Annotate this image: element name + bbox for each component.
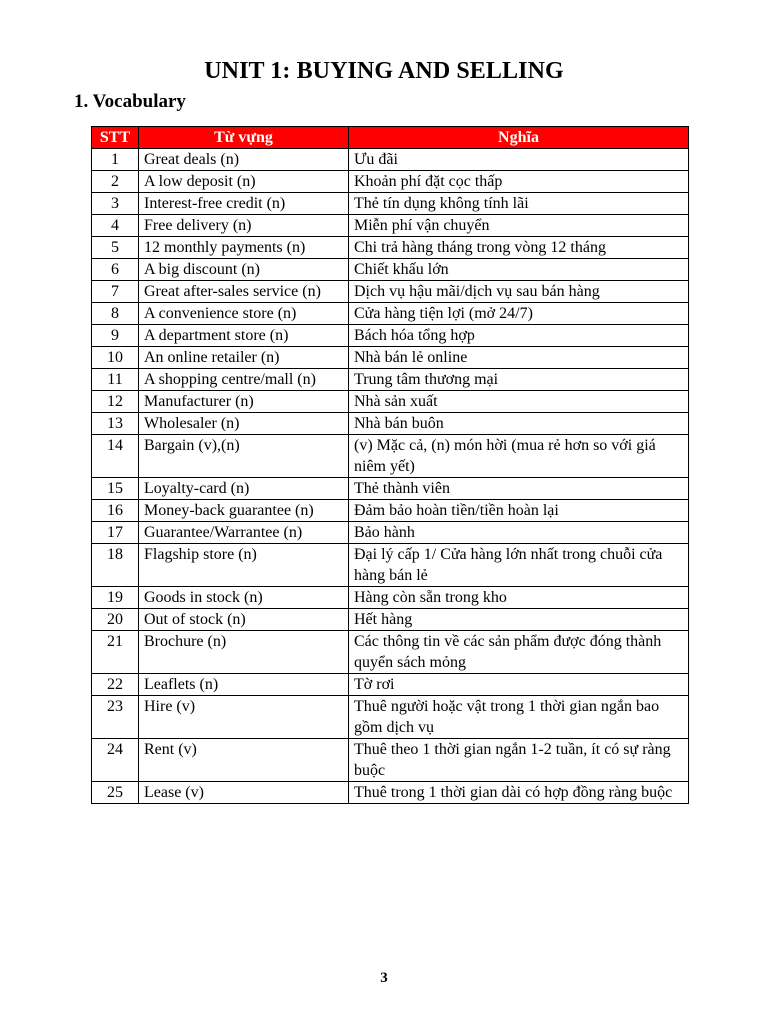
row-number: 24 xyxy=(92,739,139,782)
table-header-row xyxy=(92,127,689,149)
table-row xyxy=(92,631,689,674)
row-word: Great after-sales service (n) xyxy=(139,281,349,303)
row-number: 19 xyxy=(92,587,139,609)
row-meaning: Chi trả hàng tháng trong vòng 12 tháng xyxy=(349,237,689,259)
table-row xyxy=(92,500,689,522)
table-body xyxy=(92,149,689,804)
row-number: 18 xyxy=(92,544,139,587)
row-word: Goods in stock (n) xyxy=(139,587,349,609)
row-word: Lease (v) xyxy=(139,782,349,804)
row-meaning: Đảm bảo hoàn tiền/tiền hoàn lại xyxy=(349,500,689,522)
row-word: Free delivery (n) xyxy=(139,215,349,237)
row-meaning: Khoản phí đặt cọc thấp xyxy=(349,171,689,193)
row-number: 15 xyxy=(92,478,139,500)
table-row xyxy=(92,587,689,609)
row-number: 4 xyxy=(92,215,139,237)
table-row xyxy=(92,369,689,391)
row-word: Flagship store (n) xyxy=(139,544,349,587)
table-row xyxy=(92,281,689,303)
row-number: 5 xyxy=(92,237,139,259)
row-meaning: Cửa hàng tiện lợi (mở 24/7) xyxy=(349,303,689,325)
row-number: 12 xyxy=(92,391,139,413)
table-row xyxy=(92,739,689,782)
row-number: 8 xyxy=(92,303,139,325)
row-word: A low deposit (n) xyxy=(139,171,349,193)
row-word: Brochure (n) xyxy=(139,631,349,674)
row-meaning: Thuê trong 1 thời gian dài có hợp đồng ràng buộc xyxy=(349,782,689,804)
table-row xyxy=(92,435,689,478)
row-number: 10 xyxy=(92,347,139,369)
row-word: Wholesaler (n) xyxy=(139,413,349,435)
table-row xyxy=(92,237,689,259)
header-word: Từ vựng xyxy=(139,127,349,149)
row-word: Rent (v) xyxy=(139,739,349,782)
row-number: 20 xyxy=(92,609,139,631)
table-row xyxy=(92,149,689,171)
row-word: Loyalty-card (n) xyxy=(139,478,349,500)
table-row xyxy=(92,259,689,281)
row-word: A department store (n) xyxy=(139,325,349,347)
table-row xyxy=(92,215,689,237)
row-meaning: Nhà bán buôn xyxy=(349,413,689,435)
vocabulary-table xyxy=(91,126,689,804)
row-word: A shopping centre/mall (n) xyxy=(139,369,349,391)
row-meaning: Chiết khấu lớn xyxy=(349,259,689,281)
row-number: 14 xyxy=(92,435,139,478)
table-row xyxy=(92,171,689,193)
row-word: Out of stock (n) xyxy=(139,609,349,631)
row-number: 7 xyxy=(92,281,139,303)
row-word: A convenience store (n) xyxy=(139,303,349,325)
row-meaning: Dịch vụ hậu mãi/dịch vụ sau bán hàng xyxy=(349,281,689,303)
table-row xyxy=(92,522,689,544)
row-word: A big discount (n) xyxy=(139,259,349,281)
row-number: 22 xyxy=(92,674,139,696)
table-row xyxy=(92,193,689,215)
row-meaning: Thẻ tín dụng không tính lãi xyxy=(349,193,689,215)
row-word: Great deals (n) xyxy=(139,149,349,171)
row-number: 16 xyxy=(92,500,139,522)
row-number: 9 xyxy=(92,325,139,347)
row-meaning: Tờ rơi xyxy=(349,674,689,696)
table-row xyxy=(92,391,689,413)
row-number: 1 xyxy=(92,149,139,171)
table-row xyxy=(92,544,689,587)
row-meaning: Hết hàng xyxy=(349,609,689,631)
row-meaning: Nhà sản xuất xyxy=(349,391,689,413)
row-number: 3 xyxy=(92,193,139,215)
row-number: 23 xyxy=(92,696,139,739)
table-row xyxy=(92,325,689,347)
row-meaning: Đại lý cấp 1/ Cửa hàng lớn nhất trong chuỗi cửa hàng bán lẻ xyxy=(349,544,689,587)
table-row xyxy=(92,413,689,435)
section-heading: 1. Vocabulary xyxy=(74,91,186,112)
row-meaning: Nhà bán lẻ online xyxy=(349,347,689,369)
row-number: 17 xyxy=(92,522,139,544)
row-word: Guarantee/Warrantee (n) xyxy=(139,522,349,544)
row-meaning: Miễn phí vận chuyển xyxy=(349,215,689,237)
row-number: 6 xyxy=(92,259,139,281)
table-row xyxy=(92,674,689,696)
row-number: 21 xyxy=(92,631,139,674)
row-number: 13 xyxy=(92,413,139,435)
table-row xyxy=(92,782,689,804)
row-word: Bargain (v),(n) xyxy=(139,435,349,478)
row-meaning: Thẻ thành viên xyxy=(349,478,689,500)
row-meaning: Các thông tin về các sản phẩm được đóng thành quyển sách mỏng xyxy=(349,631,689,674)
row-word: Leaflets (n) xyxy=(139,674,349,696)
row-meaning: (v) Mặc cả, (n) món hời (mua rẻ hơn so với giá niêm yết) xyxy=(349,435,689,478)
table-row xyxy=(92,303,689,325)
row-meaning: Bảo hành xyxy=(349,522,689,544)
row-meaning: Ưu đãi xyxy=(349,149,689,171)
row-meaning: Hàng còn sẵn trong kho xyxy=(349,587,689,609)
row-word: Hire (v) xyxy=(139,696,349,739)
table-row xyxy=(92,347,689,369)
row-word: Manufacturer (n) xyxy=(139,391,349,413)
row-word: Interest-free credit (n) xyxy=(139,193,349,215)
row-number: 25 xyxy=(92,782,139,804)
header-meaning: Nghĩa xyxy=(349,127,689,149)
row-meaning: Trung tâm thương mại xyxy=(349,369,689,391)
row-meaning: Thuê người hoặc vật trong 1 thời gian ngắn bao gồm dịch vụ xyxy=(349,696,689,739)
table-row xyxy=(92,478,689,500)
table-row xyxy=(92,609,689,631)
row-number: 11 xyxy=(92,369,139,391)
table-row xyxy=(92,696,689,739)
header-stt: STT xyxy=(92,127,139,149)
row-word: An online retailer (n) xyxy=(139,347,349,369)
page-number: 3 xyxy=(380,970,388,986)
row-word: Money-back guarantee (n) xyxy=(139,500,349,522)
row-word: 12 monthly payments (n) xyxy=(139,237,349,259)
row-meaning: Bách hóa tổng hợp xyxy=(349,325,689,347)
page-title: UNIT 1: BUYING AND SELLING xyxy=(204,58,564,84)
row-meaning: Thuê theo 1 thời gian ngắn 1-2 tuần, ít có sự ràng buộc xyxy=(349,739,689,782)
row-number: 2 xyxy=(92,171,139,193)
